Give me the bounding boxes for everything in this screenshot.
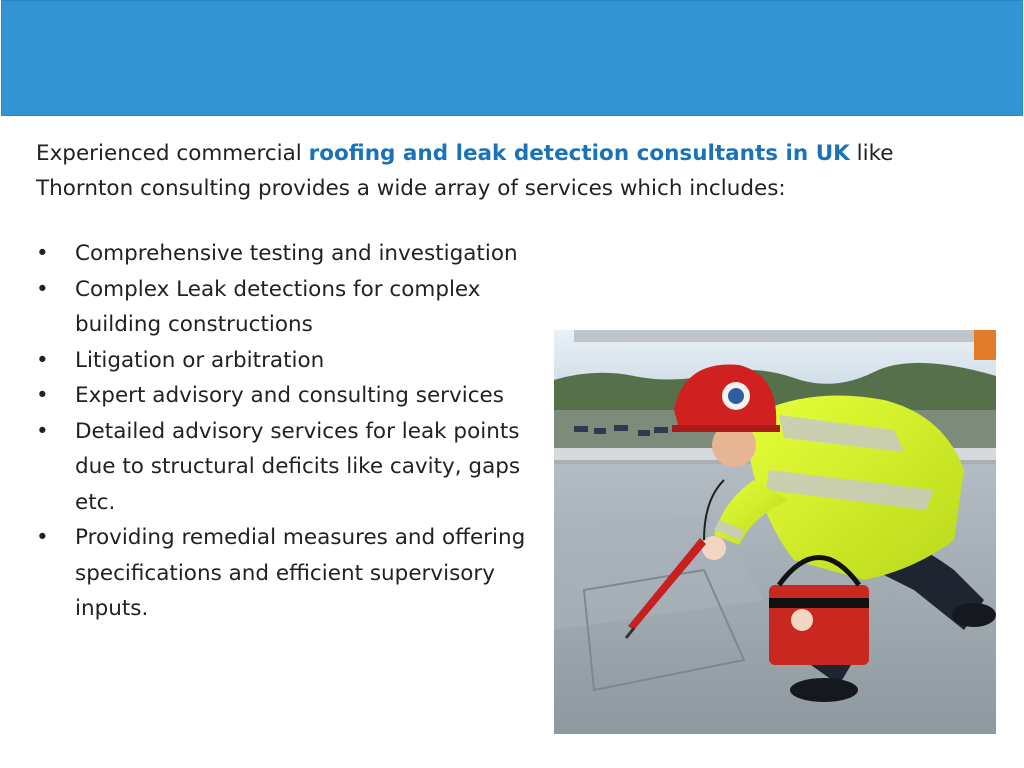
bullet-icon: • <box>36 525 49 550</box>
service-text: Detailed advisory services for leak points due to structural deficits like cavity, gaps etc. <box>75 418 521 515</box>
bullet-icon: • <box>36 347 49 373</box>
list-item <box>36 414 536 521</box>
service-text: Providing remedial measures and offering specifications and efficient supervisory inputs. <box>75 525 526 621</box>
intro-text-before: Experienced commercial <box>36 141 309 166</box>
service-text: Comprehensive testing and investigation <box>75 241 518 266</box>
intro-highlight-link[interactable]: roofing and leak detection consultants in UK <box>308 141 850 166</box>
list-item <box>36 378 536 414</box>
service-text: Litigation or arbitration <box>75 347 325 373</box>
list-item <box>36 343 536 379</box>
roofer-photo <box>554 330 996 734</box>
service-text: Expert advisory and consulting services <box>75 383 504 408</box>
services-list <box>36 236 536 627</box>
bullet-icon: • <box>36 383 49 408</box>
intro-paragraph <box>36 136 986 206</box>
service-text: Complex Leak detections for complex building constructions <box>75 276 481 337</box>
intro-text-after: like Thornton consulting provides a wide array of services which includes: <box>36 141 894 201</box>
bullet-icon: • <box>36 241 49 266</box>
header-band <box>1 0 1023 116</box>
list-item <box>36 520 536 627</box>
list-item <box>36 236 536 272</box>
bullet-icon: • <box>36 276 49 302</box>
list-item <box>36 272 536 343</box>
bullet-icon: • <box>36 418 49 444</box>
